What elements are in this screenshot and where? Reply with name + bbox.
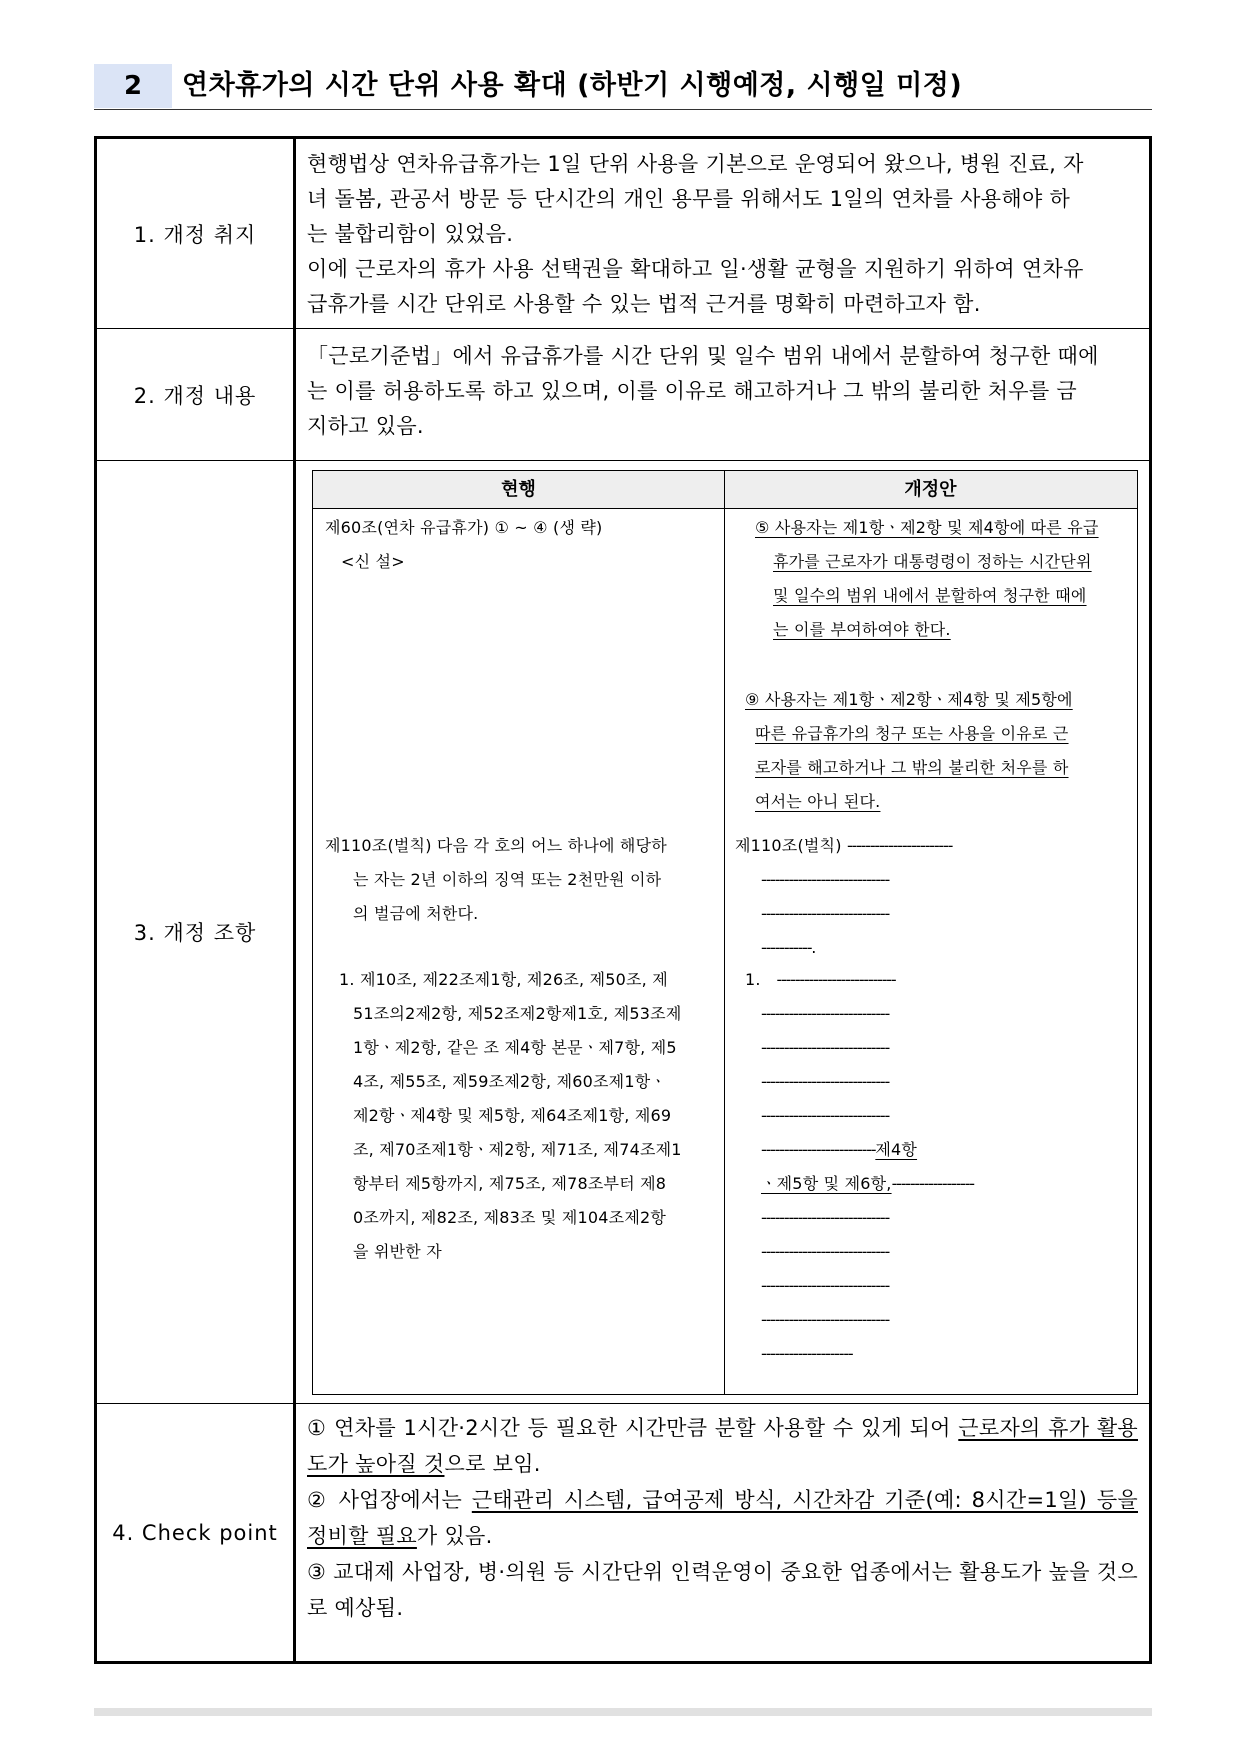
purpose-line: 는 불합리함이 있었음. [307,222,514,246]
row-label-content: 2. 개정 내용 [97,329,296,460]
revised-clause5-line: ⑤ 사용자는 제1항ㆍ제2항 및 제4항에 따른 유급 [755,518,1099,537]
current-item1-line: 4조, 제55조, 제59조제2항, 제60조제1항ㆍ [353,1072,667,1091]
revised-art110: 제110조(벌칙) ----------------------- ---------------------------- ---------------------------- -----------. [735,829,952,965]
purpose-line: 녀 돌봄, 관공서 방문 등 단시간의 개인 용무를 위해서도 1일의 연차를 사용해야 하 [307,187,1071,211]
current-art60-line: 제60조(연차 유급휴가) ① ~ ④ (생 략) [325,518,603,537]
purpose-line: 급휴가를 시간 단위로 사용할 수 있는 법적 근거를 명확히 마련하고자 함. [307,292,981,316]
current-item1-line: 51조의2제2항, 제52조제2항제1호, 제53조제 [353,1004,682,1023]
revised-dash-line: ---------------------------- [761,1004,890,1023]
row-check-point [97,1404,1149,1661]
row-content-change [97,329,1149,461]
check-point-underlined: 근로자의 휴가 활용도가 높아질 것 [307,1416,1138,1476]
current-item1-line: 조, 제70조제1항ㆍ제2항, 제71조, 제74조제1 [353,1140,682,1159]
revised-clause9-line: 로자를 해고하거나 그 밖의 불리한 처우를 하 [755,758,1069,777]
section-header [94,64,1152,108]
check-point-text-run: ② 사업장에서는 [307,1488,472,1512]
content-line: 지하고 있음. [307,414,424,438]
row-label-check-point: 4. Check point [97,1404,296,1661]
check-point-text [307,1410,1138,1626]
row-content-purpose [296,139,1149,328]
revised-item1: 1. -------------------------- ---------------------------- ---------------------------- ---------------------------- ---------------------------- -------------------------제4항 ㆍ제5항 및 제6항,------------------ ---------------------------- ---------------------------- ---------------------------- ---------------------------- -------------------- [745,963,974,1371]
amendment-table [94,136,1152,1664]
current-art110-line: 의 벌금에 처한다. [353,904,479,923]
revised-dash-line: ---------------------------- [761,1310,890,1329]
purpose-line: 이에 근로자의 휴가 사용 선택권을 확대하고 일·생활 균형을 지원하기 위하여 연차유 [307,257,1084,281]
current-item1-line: 1항ㆍ제2항, 같은 조 제4항 본문ㆍ제7항, 제5 [353,1038,677,1057]
column-header-current: 현행 [313,471,724,509]
check-point-item-1 [307,1410,1138,1482]
current-item1-line: 을 위반한 자 [353,1242,442,1261]
check-point-text-run: ① 연차를 1시간·2시간 등 필요한 시간만큼 분할 사용할 수 있게 되어 [307,1416,959,1440]
current-art60 [325,511,603,579]
purpose-text [307,147,1138,322]
row-content-check-point [296,1404,1149,1661]
current-art110-line: 는 자는 2년 이하의 징역 또는 2천만원 이하 [353,870,662,889]
revised-dash-line: ---------------------------- [761,870,890,889]
content-line: 「근로기준법」에서 유급휴가를 시간 단위 및 일수 범위 내에서 분할하여 청구한 때에 [307,344,1099,368]
revised-dash-line: ---------------------------- [761,1038,890,1057]
revised-clause9-line: 따른 유급휴가의 청구 또는 사용을 이유로 근 [755,724,1069,743]
revised-item1-number: 1. [745,970,761,989]
row-content-articles [296,461,1149,1403]
revised-clause9 [745,683,1073,819]
revised-dash-line: -----------. [761,938,816,957]
revised-underlined-text: 제4항 [875,1140,918,1159]
comparison-table [312,470,1138,1395]
revised-underlined-text: ㆍ제5항 및 제6항, [761,1174,892,1193]
current-item1 [339,963,682,1269]
revised-dash-line: ---------------------------- [761,1072,890,1091]
row-content-body [296,329,1149,460]
check-point-text-run: 으로 보임. [444,1452,541,1476]
section-title: 연차휴가의 시간 단위 사용 확대 (하반기 시행예정, 시행일 미정) [182,70,963,101]
revised-clause5-line: 는 이를 부여하여야 한다. [773,620,951,639]
row-label-articles: 3. 개정 조항 [97,461,296,1403]
current-item1-line: 제2항ㆍ제4항 및 제5항, 제64조제1항, 제69 [353,1106,672,1125]
section-number: 2 [94,64,172,108]
current-item1-line: 1. 제10조, 제22조제1항, 제26조, 제50조, 제 [339,970,668,989]
revised-dash-line: ---------------------------- [761,1208,890,1227]
content-line: 는 이를 허용하도록 하고 있으며, 이를 이유로 해고하거나 그 밖의 불리한 처우를 금 [307,379,1078,403]
revised-clause9-line: 여서는 아니 된다. [755,792,881,811]
check-point-item-3: ③ 교대제 사업장, 병·의원 등 시간단위 인력운영이 중요한 업종에서는 활용도가 높을 것으로 예상됨. [307,1560,1138,1620]
revised-art110-head: 제110조(벌칙) [735,836,842,855]
column-divider [724,471,725,1394]
revised-clause5 [745,511,1099,647]
revised-dash-line: ---------------------------- [761,1276,890,1295]
purpose-line: 현행법상 연차유급휴가는 1일 단위 사용을 기본으로 운영되어 왔으나, 병원 진료, 자 [307,152,1084,176]
revised-clause9-line: ⑨ 사용자는 제1항ㆍ제2항ㆍ제4항 및 제5항에 [745,690,1073,709]
row-purpose [97,139,1149,329]
header-rule [94,109,1152,110]
current-art110-line: 제110조(벌칙) 다음 각 호의 어느 하나에 해당하 [325,836,667,855]
revised-dash-line: ---------------------------- [761,1242,890,1261]
column-header-revised: 개정안 [724,471,1137,509]
row-label-purpose: 1. 개정 취지 [97,139,296,328]
revised-dash-line: ------------------ [891,1174,974,1193]
current-item1-line: 항부터 제5항까지, 제75조, 제78조부터 제8 [353,1174,667,1193]
revised-clause5-line: 휴가를 근로자가 대통령령이 정하는 시간단위 [773,552,1092,571]
check-point-text-run: 가 있음. [416,1524,493,1548]
revised-dash-line: ------------------------- [761,1140,876,1159]
current-art110 [325,829,667,931]
row-articles [97,461,1149,1404]
revised-dash-line: ---------------------------- [761,904,890,923]
current-new-clause: <신 설> [341,552,405,571]
revised-clause5-line: 및 일수의 범위 내에서 분할하여 청구한 때에 [773,586,1087,605]
content-text [307,339,1138,444]
revised-dash-line: ---------------------------- [761,1106,890,1125]
check-point-item-2 [307,1482,1138,1554]
revised-dash-line: -------------------- [761,1344,853,1363]
footer-bar [94,1708,1152,1716]
check-point-underlined: 근태관리 시스템, 급여공제 방식, 시간차감 기준(예: 8시간=1일) 등을 정비할 필요 [307,1488,1138,1548]
current-item1-line: 0조까지, 제82조, 제83조 및 제104조제2항 [353,1208,667,1227]
